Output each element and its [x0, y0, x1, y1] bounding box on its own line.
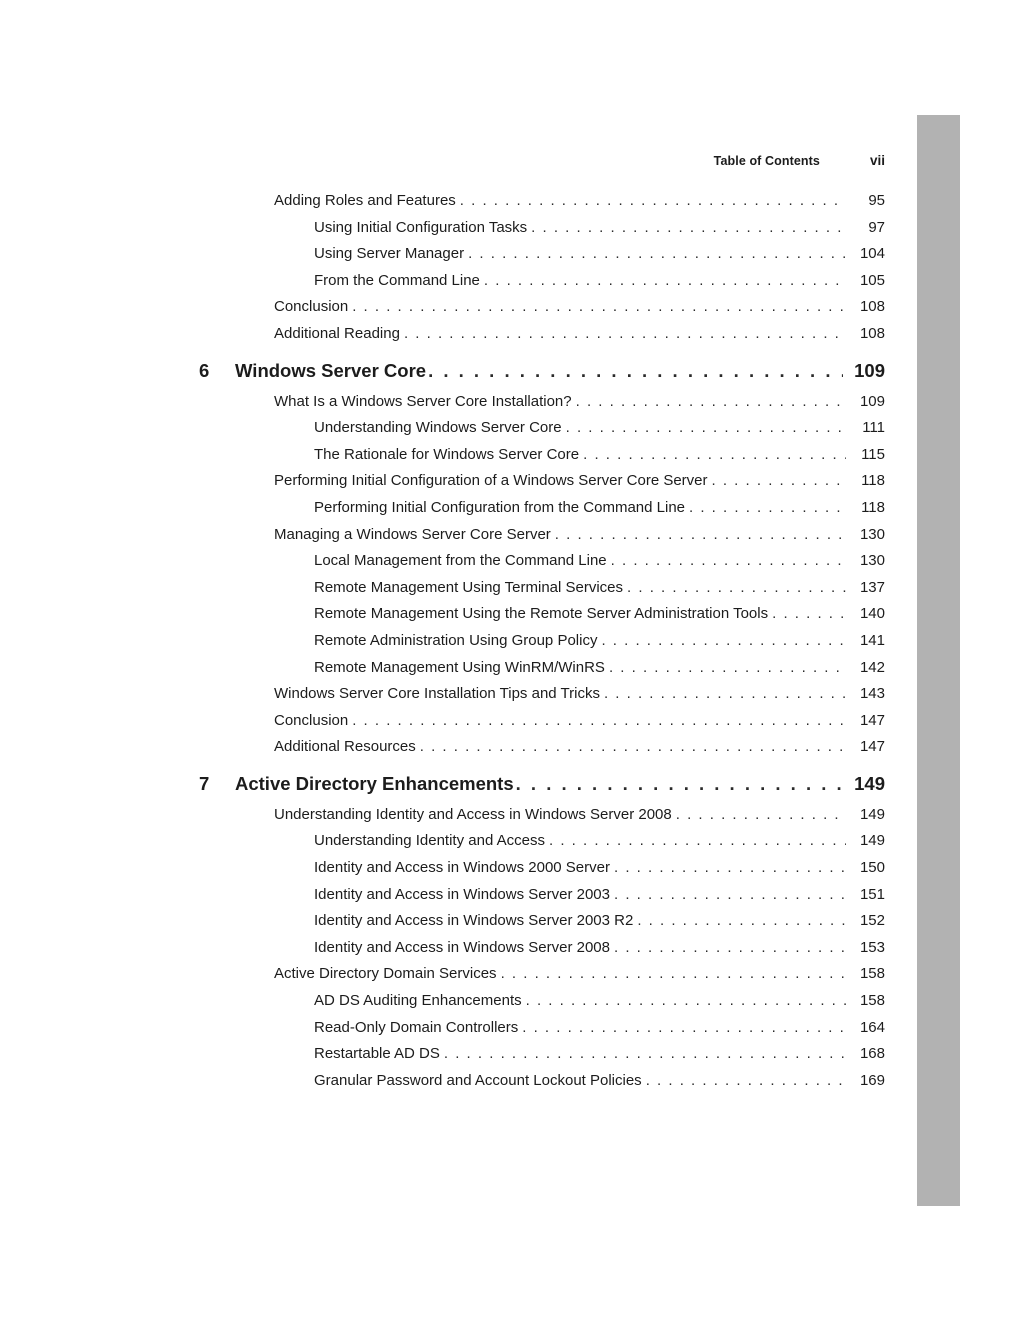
toc-entry-title: Local Management from the Command Line	[314, 552, 607, 570]
dot-leader	[637, 908, 846, 935]
toc-entry-title: Remote Management Using the Remote Server Administration Tools	[314, 605, 769, 623]
toc-entry	[199, 268, 885, 295]
header-label: Table of Contents	[713, 154, 820, 168]
dot-leader	[522, 1015, 846, 1042]
toc-entry-title: Granular Password and Account Lockout Policies	[314, 1071, 642, 1089]
toc-entry-page: 149	[859, 805, 885, 823]
dot-leader	[526, 988, 846, 1015]
toc-entry	[199, 628, 885, 655]
toc-entry-title: Remote Management Using Terminal Services	[314, 578, 624, 596]
dot-leader	[614, 935, 846, 962]
dot-leader	[516, 769, 843, 798]
dot-leader	[531, 215, 846, 242]
toc-entry-page: 147	[859, 711, 885, 729]
dot-leader	[646, 1068, 846, 1095]
toc-entry-page: 152	[859, 912, 885, 930]
toc-entry-title: Windows Server Core Installation Tips and Tricks	[274, 685, 600, 703]
header-page-number: vii	[869, 153, 885, 168]
toc-entry-title: Identity and Access in Windows 2000 Server	[314, 859, 610, 877]
toc-entry	[199, 188, 885, 215]
toc-entry-title: Managing a Windows Server Core Server	[274, 525, 551, 543]
chapter-heading	[199, 769, 885, 798]
toc-entry-title: Additional Reading	[274, 324, 400, 342]
toc-entry-page: 97	[868, 218, 885, 236]
toc-entry-title: Using Initial Configuration Tasks	[314, 218, 528, 236]
dot-leader	[444, 1041, 846, 1068]
toc-entry-title: Restartable AD DS	[314, 1045, 440, 1063]
page-header	[199, 153, 885, 168]
toc-entry-page: 111	[862, 419, 885, 437]
chapter-title: Active Directory Enhancements	[235, 772, 514, 794]
toc-entry-title: The Rationale for Windows Server Core	[314, 445, 580, 463]
dot-leader	[614, 882, 846, 909]
toc-entry	[199, 681, 885, 708]
chapter-page: 149	[854, 772, 885, 794]
dot-leader	[609, 655, 846, 682]
toc-entry-title: What Is a Windows Server Core Installation?	[274, 392, 572, 410]
toc-entry	[199, 708, 885, 735]
toc-entry-title: Adding Roles and Features	[274, 192, 456, 209]
toc-entry-page: 118	[861, 498, 885, 516]
chapter-page: 109	[854, 359, 885, 381]
toc-entry	[199, 495, 885, 522]
toc-entry-title: Active Directory Domain Services	[274, 965, 497, 983]
toc-entry	[199, 468, 885, 495]
toc-entry	[199, 442, 885, 469]
toc-entry-title: Identity and Access in Windows Server 2003 R2	[314, 912, 634, 930]
toc-entry-page: 108	[859, 324, 885, 342]
toc-entry	[199, 321, 885, 348]
toc-entry	[199, 802, 885, 829]
toc-entry-page: 104	[859, 245, 885, 263]
dot-leader	[566, 415, 846, 442]
dot-leader	[404, 321, 846, 348]
toc-entry-title: Conclusion	[274, 711, 349, 729]
toc-entry	[199, 908, 885, 935]
toc-entry-page: 153	[859, 938, 885, 956]
dot-leader	[468, 241, 846, 268]
dot-leader	[501, 961, 846, 988]
toc-entry-page: 158	[859, 965, 885, 983]
toc-entry-page: 109	[859, 392, 885, 410]
toc-entry-title: Additional Resources	[274, 738, 416, 756]
toc-entry-title: Identity and Access in Windows Server 2008	[314, 938, 610, 956]
dot-leader	[352, 708, 846, 735]
toc-entry-page: 158	[859, 992, 885, 1010]
dot-leader	[712, 468, 846, 495]
dot-leader	[676, 802, 846, 829]
toc-entry	[199, 522, 885, 549]
toc-entry-page: 130	[859, 525, 885, 543]
toc-entry	[199, 601, 885, 628]
toc-entry	[199, 294, 885, 321]
chapter-number: 7	[199, 772, 210, 794]
toc-entry-title: Remote Administration Using Group Policy	[314, 631, 598, 649]
toc-entry	[199, 1041, 885, 1068]
toc-entry-page: 115	[861, 445, 885, 463]
dot-leader	[604, 681, 846, 708]
toc-entry	[199, 389, 885, 416]
toc-entry-title: Identity and Access in Windows Server 2003	[314, 885, 610, 903]
chapter-title: Windows Server Core	[235, 359, 427, 381]
toc-entry	[199, 734, 885, 761]
chapter-heading	[199, 356, 885, 385]
toc-entry-title: From the Command Line	[314, 271, 480, 289]
toc-entry-title: Understanding Identity and Access	[314, 832, 545, 850]
toc-entry-title: Performing Initial Configuration from the Command Line	[314, 498, 686, 516]
toc-entry	[199, 828, 885, 855]
toc-entry-page: 141	[859, 631, 885, 649]
toc-entry-page: 142	[859, 658, 885, 676]
toc-entry	[199, 882, 885, 909]
toc-entry	[199, 575, 885, 602]
page-edge-bar	[917, 115, 960, 1206]
dot-leader	[352, 294, 846, 321]
toc-entry	[199, 548, 885, 575]
toc-entry	[199, 241, 885, 268]
toc-entry-page: 108	[859, 298, 885, 316]
toc-entry-page: 140	[859, 605, 885, 623]
dot-leader	[772, 601, 846, 628]
dot-leader	[601, 628, 846, 655]
dot-leader	[689, 495, 846, 522]
toc-entry-title: Read-Only Domain Controllers	[314, 1018, 519, 1036]
toc-entry-page: 95	[868, 192, 885, 209]
toc-entry-page: 143	[859, 685, 885, 703]
toc-entry-page: 164	[859, 1018, 885, 1036]
toc-entry	[199, 961, 885, 988]
toc-entry-page: 149	[859, 832, 885, 850]
toc-entry-page: 151	[859, 885, 885, 903]
dot-leader	[555, 522, 846, 549]
dot-leader	[484, 268, 846, 295]
toc-entry-page: 105	[859, 271, 885, 289]
toc-entry	[199, 215, 885, 242]
toc-entry-page: 130	[859, 552, 885, 570]
toc-entry-page: 150	[859, 859, 885, 877]
toc-entry-title: AD DS Auditing Enhancements	[314, 992, 522, 1010]
toc-list	[199, 188, 885, 1094]
toc-entry-title: Using Server Manager	[314, 245, 465, 263]
dot-leader	[614, 855, 846, 882]
toc-entry-title: Performing Initial Configuration of a Windows Server Core Server	[274, 472, 708, 490]
dot-leader	[627, 575, 846, 602]
dot-leader	[428, 356, 843, 385]
toc-entry-page: 137	[859, 578, 885, 596]
toc-entry-page: 168	[859, 1045, 885, 1063]
dot-leader	[549, 828, 846, 855]
toc-entry-page: 118	[861, 472, 885, 490]
toc-entry-title: Conclusion	[274, 298, 349, 316]
toc-entry	[199, 855, 885, 882]
dot-leader	[576, 389, 846, 416]
dot-leader	[420, 734, 846, 761]
toc-entry	[199, 415, 885, 442]
dot-leader	[583, 442, 846, 469]
toc-entry-title: Remote Management Using WinRM/WinRS	[314, 658, 605, 676]
toc-entry	[199, 655, 885, 682]
toc-entry	[199, 988, 885, 1015]
dot-leader	[611, 548, 846, 575]
toc-entry-title: Understanding Windows Server Core	[314, 419, 562, 437]
dot-leader	[460, 188, 846, 215]
toc-entry-title: Understanding Identity and Access in Windows Server 2008	[274, 805, 672, 823]
toc-entry-page: 147	[859, 738, 885, 756]
toc-entry	[199, 1015, 885, 1042]
toc-entry	[199, 935, 885, 962]
toc-entry-page: 169	[859, 1071, 885, 1089]
toc-entry	[199, 1068, 885, 1095]
chapter-number: 6	[199, 359, 210, 381]
